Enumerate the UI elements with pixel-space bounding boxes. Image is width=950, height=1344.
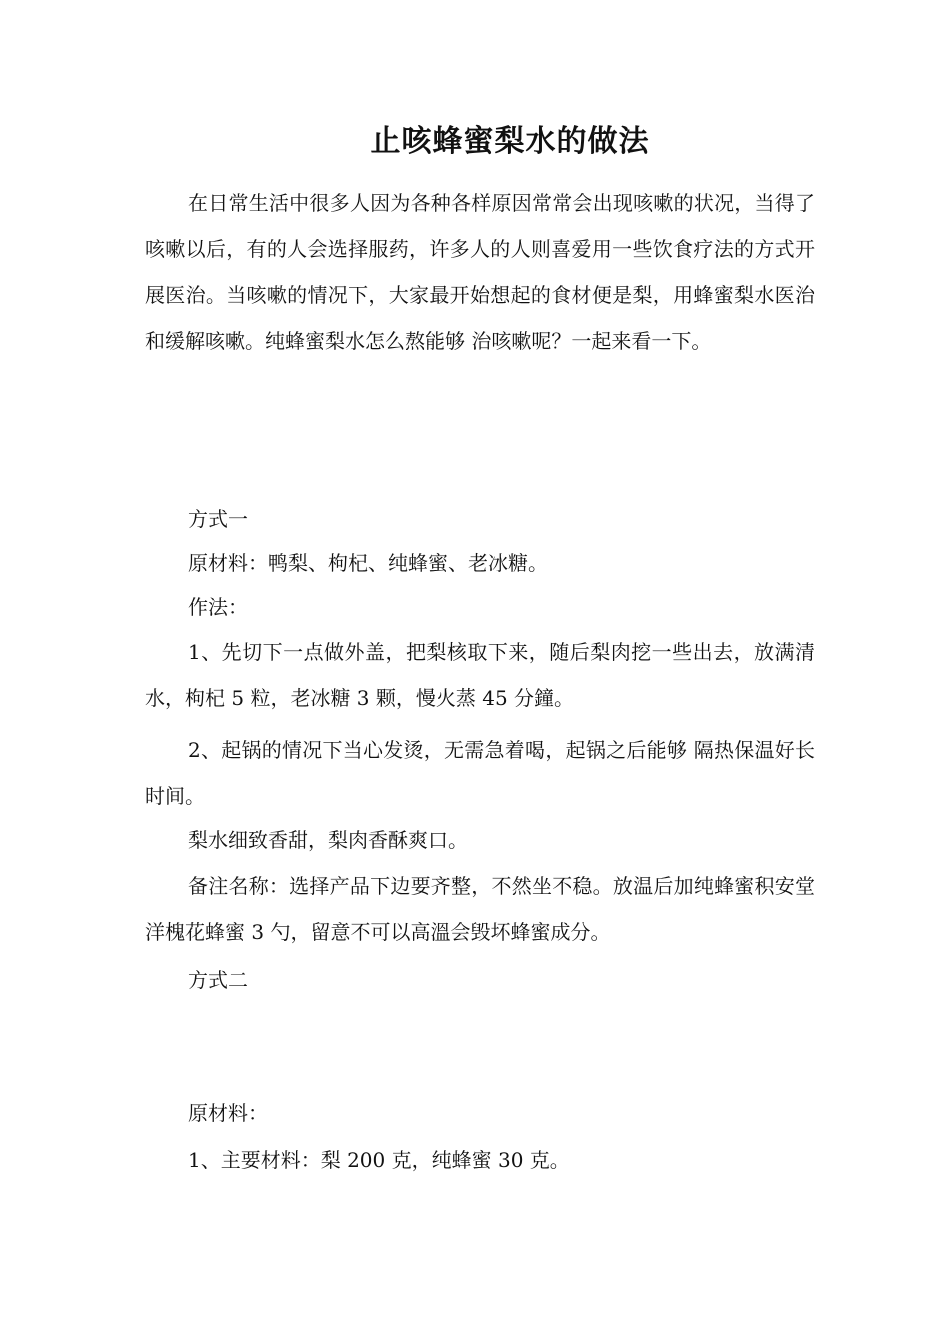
method1-result: 梨水细致香甜，梨肉香酥爽口。 <box>188 828 468 852</box>
method1-heading: 方式一 <box>188 507 248 531</box>
method2-heading: 方式二 <box>188 968 248 992</box>
method1-steps-label: 作法： <box>188 595 248 619</box>
method2-ingredients-label: 原材料： <box>188 1101 268 1125</box>
method1-ingredients: 原材料：鸭梨、枸杞、纯蜂蜜、老冰糖。 <box>188 551 548 575</box>
intro-paragraph: 在日常生活中很多人因为各种各样原因常常会出现咳嗽的状况，当得了咳嗽以后，有的人会选择服药，许多人的人则喜爱用一些饮食疗法的方式开展医治。当咳嗽的情况下，大家最开始想起的食材便是梨，用蜂蜜梨水医治和缓解咳嗽。纯蜂蜜梨水怎么熬能够 治咳嗽呢？一起来看一下。 <box>145 191 815 353</box>
method1-step1: 1、先切下一点做外盖，把梨核取下来，随后梨肉挖一些出去，放满清水，枸杞 5 粒，老冰糖 3 颗，慢火蒸 45 分鐘。 <box>145 640 815 710</box>
document-title: 止咳蜂蜜梨水的做法 <box>370 124 650 159</box>
method1-note: 备注名称：选择产品下边要齐整，不然坐不稳。放温后加纯蜂蜜积安堂洋槐花蜂蜜 3 勺，留意不可以高溫会毁坏蜂蜜成分。 <box>145 874 815 944</box>
method2-main-ingredients: 1、主要材料：梨 200 克，纯蜂蜜 30 克。 <box>188 1148 570 1172</box>
method1-step2: 2、起锅的情况下当心发烫，无需急着喝，起锅之后能够 隔热保温好长时间。 <box>145 738 815 808</box>
